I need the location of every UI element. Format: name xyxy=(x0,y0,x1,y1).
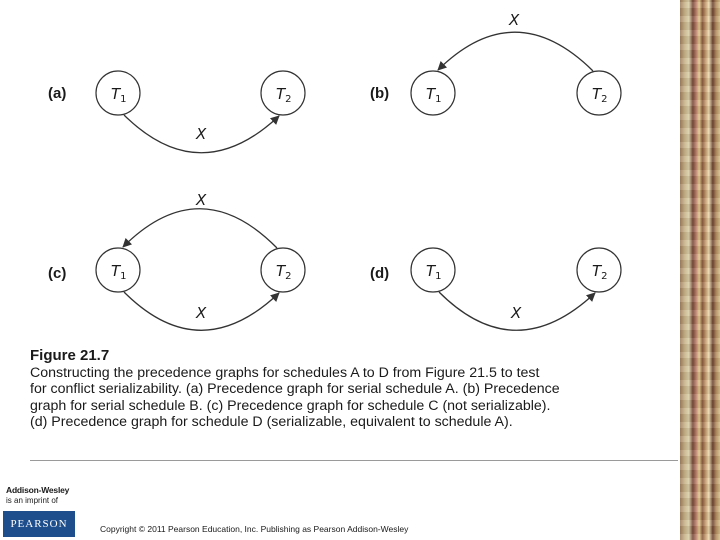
panel-d-node-t2-label: $T_2$ xyxy=(592,262,608,282)
figure-caption xyxy=(30,348,650,430)
panel-c-node-t1-label: $T_1$ xyxy=(111,262,127,282)
panel-d xyxy=(370,248,621,330)
publisher-block xyxy=(6,485,76,505)
panel-a xyxy=(48,71,305,153)
panel-b-node-t1-label: $T_1$ xyxy=(426,85,442,105)
caption-line: for conflict serializability. (a) Precedence graph for serial schedule A. (b) Precedence xyxy=(30,381,560,398)
panel-a-label: (a) xyxy=(48,85,67,102)
panel-d-label: (d) xyxy=(370,265,390,282)
publisher-name: Addison-Wesley xyxy=(6,485,70,495)
panel-b-edge-label: X xyxy=(509,11,520,29)
caption-line: Constructing the precedence graphs for schedules A to D from Figure 21.5 to test xyxy=(30,365,540,382)
panel-c-node-t2-label: $T_2$ xyxy=(276,262,292,282)
panel-a-node-t2-label: $T_2$ xyxy=(276,85,292,105)
caption-line: graph for serial schedule B. (c) Precedence graph for schedule C (not serializable). xyxy=(30,397,551,414)
panel-b-edge-t2-t1 xyxy=(438,32,593,71)
footer-divider xyxy=(30,460,678,461)
pearson-logo: PEARSON xyxy=(3,511,75,537)
panel-a-edge-label: X xyxy=(196,125,207,143)
panel-c-edge-t2-t1 xyxy=(123,209,277,248)
panel-a-node-t1-label: $T_1$ xyxy=(111,85,127,105)
panel-c-edge-label-bottom: X xyxy=(196,304,207,322)
panel-c-edge-label-top: X xyxy=(196,191,207,209)
figure-title: Figure 21.7 xyxy=(30,347,110,364)
panel-c xyxy=(48,191,305,330)
panel-d-edge-label: X xyxy=(511,304,522,322)
caption-line: (d) Precedence graph for schedule D (serializable, equivalent to schedule A). xyxy=(30,413,513,430)
panel-d-node-t1-label: $T_1$ xyxy=(426,262,442,282)
panel-c-label: (c) xyxy=(48,265,67,282)
panel-b xyxy=(370,11,621,115)
imprint-note: is an imprint of xyxy=(6,496,59,505)
copyright-notice: Copyright © 2011 Pearson Education, Inc. Publishing as Pearson Addison-Wesley xyxy=(100,524,409,534)
panel-b-label: (b) xyxy=(370,85,390,102)
decorative-side-stripe xyxy=(680,0,720,540)
panel-b-node-t2-label: $T_2$ xyxy=(592,85,608,105)
